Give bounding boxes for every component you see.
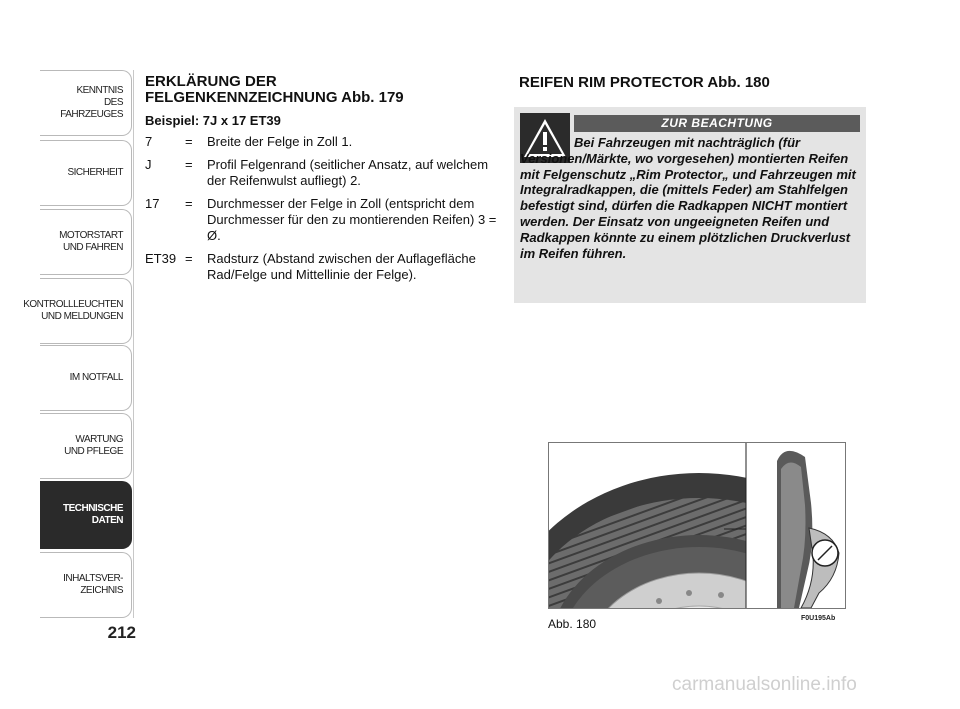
equals-sign: = [185,157,193,172]
definition-row [145,134,500,150]
tab-kenntnis[interactable]: KENNTNIS DES FAHRZEUGES [40,70,132,136]
figure-code: F0U195Ab [801,615,836,622]
figure-caption: Abb. 180 [548,617,597,631]
tab-sicherheit[interactable]: SICHERHEIT [40,140,132,206]
equals-sign: = [185,196,193,211]
definition-text: Radsturz (Abstand zwischen der Auflagefläche Rad/Felge und Mittellinie der Felge). [207,251,476,282]
rim-marking-section [145,74,500,290]
figure-rim-protector [548,442,846,609]
rim-protector-title: REIFEN RIM PROTECTOR Abb. 180 [519,74,770,91]
definition-term: ET39 [145,251,177,266]
equals-sign: = [185,251,193,266]
tab-technische-daten[interactable]: TECHNISCHE DATEN [40,481,132,549]
example-code: Beispiel: 7J x 17 ET39 [145,113,281,128]
definition-text: Breite der Felge in Zoll 1. [207,134,353,149]
tab-kontrollleuchten[interactable]: KONTROLLLEUCHTEN UND MELDUNGEN [40,278,132,344]
definition-term: 7 [145,134,153,149]
definition-text: Profil Felgenrand (seitlicher Ansatz, auf welchem der Reifenwulst aufliegt) 2. [207,157,489,188]
tab-wartung[interactable]: WARTUNG UND PFLEGE [40,413,132,479]
warning-box [514,107,866,303]
sidebar-divider [133,70,134,618]
page-number: 212 [107,623,136,642]
tab-inhaltsverzeichnis[interactable]: INHALTSVER- ZEICHNIS [40,552,132,618]
watermark: carmanualsonline.info [672,674,857,695]
definition-list [145,134,500,283]
tab-notfall[interactable]: IM NOTFALL [40,345,132,411]
section-title-line1: ERKLÄRUNG DER [145,73,277,90]
equals-sign: = [185,134,193,149]
warning-header: ZUR BEACHTUNG [574,115,860,132]
section-title [145,74,500,106]
section-title-line2: FELGENKENNZEICHNUNG Abb. 179 [145,89,404,106]
tab-motorstart[interactable]: MOTORSTART UND FAHREN [40,209,132,275]
definition-row [145,251,500,283]
warning-text: Bei Fahrzeugen mit nachträglich (für Versionen/Märkte, wo vorgesehen) montierten Reifen mit Felgenschutz „Rim Protector„ und Fahrzeugen mit Integralradkappen, die (mittels Feder) am Stahlfelgen befestigt sind, dürfen die Radkappen NICHT montiert werden. Der Einsatz von ungeeigneten Reifen und Radkappen könnte zu einem plötzlichen Druckverlust im Reifen führen. [520,135,856,261]
definition-text: Durchmesser der Felge in Zoll (entspricht dem Durchmesser für den zu montierenden Reifen) 3 = Ø. [207,196,497,243]
tire-rim-illustration [549,443,845,608]
definition-row [145,196,500,244]
definition-row [145,157,500,189]
definition-term: J [145,157,152,172]
definition-term: 17 [145,196,160,211]
